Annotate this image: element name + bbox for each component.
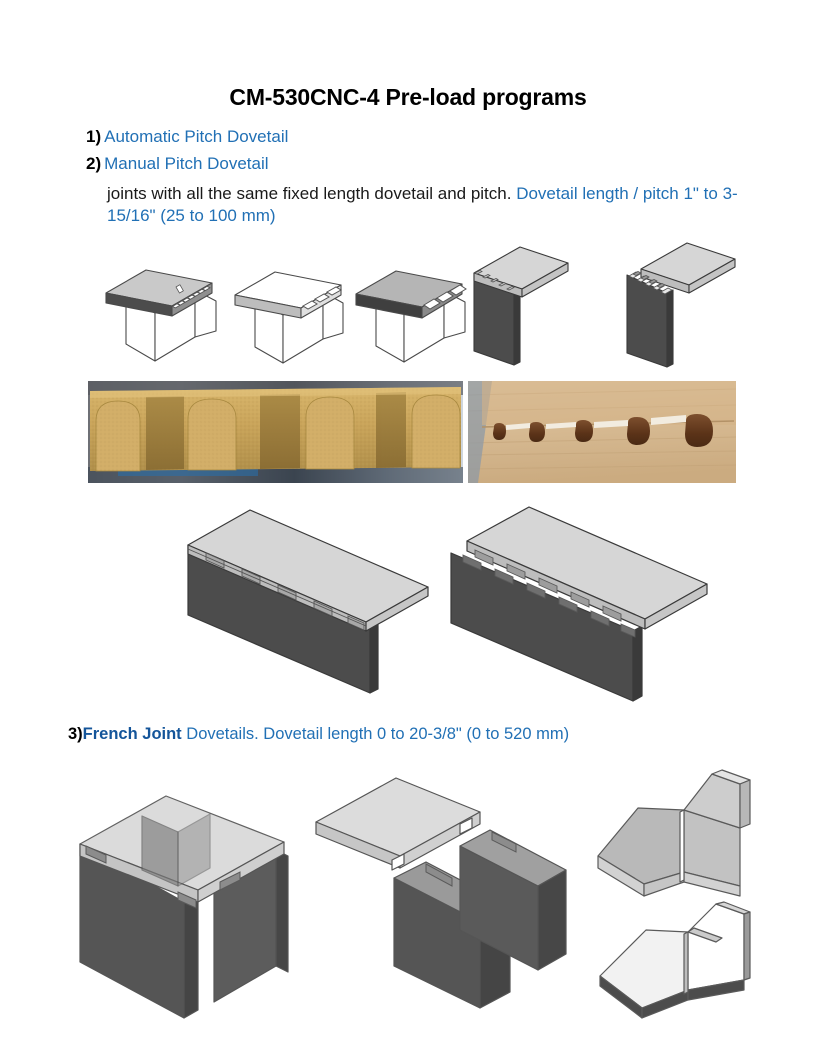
list-item-2-marker: 2)	[86, 154, 102, 173]
french-joint-label: French Joint	[82, 725, 182, 743]
description-blue-part: Dovetail length / pitch 1" to 3-15/16" (25 to 100 mm)	[107, 184, 738, 225]
french-joint-assembled-box	[62, 770, 302, 1025]
figure-row-photographs	[0, 378, 816, 486]
list-item-3-description: Dovetails. Dovetail length 0 to 20-3/8" (0 to 520 mm)	[181, 725, 570, 743]
page-title: CM-530CNC-4 Pre-load programs	[229, 84, 587, 110]
list-item-2	[86, 153, 269, 174]
photo-routed-dovetail-board-edge	[88, 381, 463, 483]
coarse-pitch-dovetail-joint	[348, 243, 478, 365]
exploded-dovetail-corner	[617, 233, 747, 373]
list-item-2-label: Manual Pitch Dovetail	[104, 154, 269, 173]
french-joint-corner-detail-bottom	[598, 900, 798, 1025]
fine-pitch-dovetail-joint	[100, 243, 230, 365]
list-item-1	[86, 126, 288, 147]
list-item-3	[68, 724, 569, 744]
french-joint-exploded-panels	[310, 770, 560, 1010]
list-item-2-description	[107, 183, 777, 227]
assembled-dovetail-corner	[462, 233, 582, 373]
list-item-1-marker: 1)	[86, 127, 102, 146]
medium-pitch-dovetail-joint	[225, 243, 355, 365]
description-black-part: joints with all the same fixed length dovetail and pitch.	[107, 184, 512, 203]
assembled-long-dovetail-joint	[180, 505, 430, 710]
french-joint-corner-detail-top	[588, 768, 788, 898]
figure-row-french-joints	[0, 760, 816, 1040]
list-item-1-label: Automatic Pitch Dovetail	[104, 127, 289, 146]
figure-row-dovetail-pitch-variations	[0, 225, 816, 370]
exploded-long-dovetail-joint	[445, 505, 710, 710]
list-item-3-marker: 3)	[68, 725, 83, 743]
figure-row-long-board-joints	[0, 500, 816, 710]
photo-dovetail-joint-closeup	[468, 381, 736, 483]
